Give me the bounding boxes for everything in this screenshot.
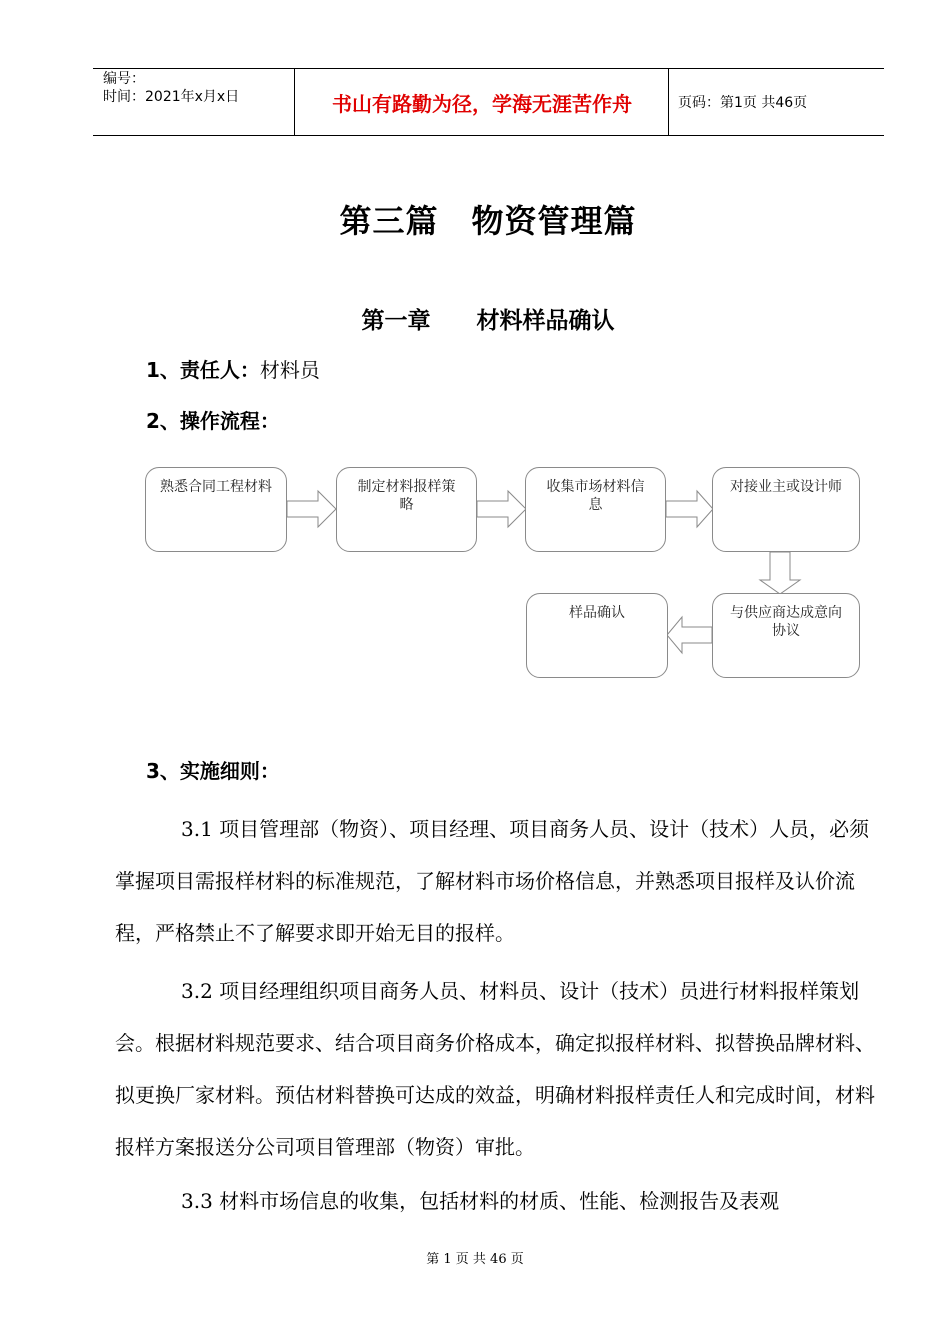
page-footer: 第 1 页 共 46 页 <box>426 1252 524 1267</box>
paragraph-3-1 <box>115 803 875 959</box>
section-1-value: 材料员 <box>259 358 320 382</box>
paragraph-text: 3.1 项目管理部（物资）、项目经理、项目商务人员、设计（技术）人员，必须掌握项目需报样材料的标准规范，了解材料市场价格信息，并熟悉项目报样及认价流程，严格禁止不了解要求即开始无目的报样。 <box>115 817 870 945</box>
flow-step-6: 样品确认 <box>526 593 668 678</box>
chapter-title: 第一章 材料样品确认 <box>361 308 615 334</box>
header-page-info: 页码：第1页 共46页 <box>678 95 808 111</box>
section-3-label: 3、实施细则： <box>146 759 280 783</box>
arrow-down-icon <box>760 552 800 594</box>
paragraph-text: 3.3 材料市场信息的收集，包括材料的材质、性能、检测报告及表观 <box>181 1189 780 1213</box>
doc-number-label: 编号： <box>103 71 145 87</box>
part-title: 第三篇 物资管理篇 <box>339 202 637 240</box>
paragraph-text: 3.2 项目经理组织项目商务人员、材料员、设计（技术）员进行材料报样策划会。根据材料规范要求、结合项目商务价格成本，确定拟报样材料、拟替换品牌材料、拟更换厂家材料。预估材料替换可达成的效益，明确材料报样责任人和完成时间，材料报样方案报送分公司项目管理部（物资）审批。 <box>115 979 875 1159</box>
flow-step-2: 制定材料报样策略 <box>336 467 477 552</box>
section-1-label: 1、责任人： <box>146 358 260 382</box>
arrow-right-icon <box>666 491 713 527</box>
arrow-right-icon <box>287 491 336 527</box>
doc-time: 时间：2021年x月x日 <box>103 89 240 105</box>
flow-step-3: 收集市场材料信息 <box>525 467 666 552</box>
flow-step-5: 与供应商达成意向协议 <box>712 593 860 678</box>
flow-step-4: 对接业主或设计师 <box>712 467 860 552</box>
paragraph-3-2 <box>115 965 875 1173</box>
flow-step-1: 熟悉合同工程材料 <box>145 467 287 552</box>
arrow-right-icon <box>477 491 526 527</box>
paragraph-3-3 <box>115 1175 875 1227</box>
header-motto: 书山有路勤为径，学海无涯苦作舟 <box>332 91 632 116</box>
section-2-label: 2、操作流程： <box>146 409 280 433</box>
section-details <box>146 755 280 784</box>
arrow-left-icon <box>667 617 712 653</box>
